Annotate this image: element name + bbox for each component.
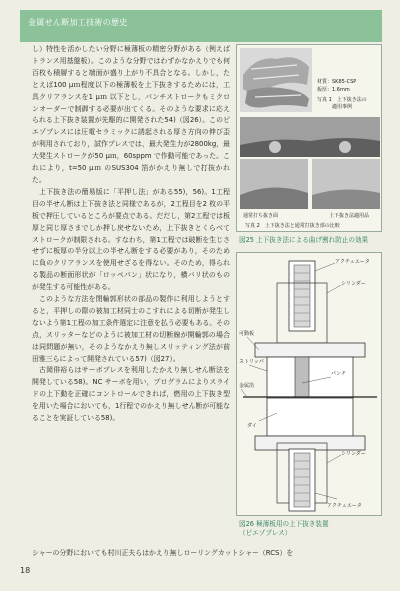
photo-2-caption: 写真 2 上下抜き法と通常打抜き部の比較 — [245, 223, 340, 229]
paragraph-4: 古岡俳裕らはサーボプレスを利用したかえり無しせん断法を開発している58)。NC サーボを用い，プログラムによりスライドの上下動を正確にコントロールできれば，燃用の上下抜き型を用いた場合においても，1行程でのかえり無しせん断が可能なることを実証している58)。 — [32, 366, 230, 423]
label-actuator-top: アクチュエータ — [335, 259, 370, 265]
running-header-title: 金属せん断加工技術の歴史 — [28, 18, 128, 27]
figure-26-diagram — [237, 253, 383, 517]
photo-2-right-label: 上下抜き法適用品 — [329, 213, 370, 219]
photo-2-top-hole-left — [269, 141, 281, 153]
final-body-line: シャーの分野においても村川正夫らはかえり無しローリングカットシャー（RCS）を — [32, 549, 294, 557]
top-actuator-core — [294, 265, 310, 327]
paragraph-2: 上下抜き法の簡易版に「平押し法」がある55)，56)。1工程目の半せん断は上下抜き法と同様であるが，2工程目を2 枚の平板で押圧しているところが要点である。だだし，第2工程では板厚と同じ厚さまでしか押し戻せないため，上下抜きとくらべてストロークが制限される。すなわち，第1工程では破断を生じさせずに板厚の半分以上の半せん断をする必要があり，そのために負のクリアランスを使用せざるを得ない。そのため，得られる製品の断面形状が「ロッペパン」状になり，横バリ状のものが発生する可能性がある。 — [32, 187, 230, 292]
page-number: 18 — [20, 566, 31, 575]
label-backing: 可動板 — [239, 331, 255, 337]
figure-26 — [236, 252, 382, 516]
figure-26-caption — [239, 520, 329, 538]
paragraph-3: このような方法を閉輪郭形状の部品の製作に利用しようとすると，平押しの際の被加工材同士のこすれによる切断が発生しないよう第1工程の加工条件選定に注意を払う必要もある。その点，スリッターなどのように被加工材の切断線が開輪郭の場合は同問題が無い，そのようなかえり無しスリッティング法が前田雅三らによって開発されている57)（図27）。 — [32, 295, 230, 363]
backing-plate — [255, 343, 365, 357]
label-metal-foil: 金属箔 — [239, 383, 255, 389]
die-block — [267, 398, 353, 436]
photo-thickness-label: 板厚：1.6mm — [317, 87, 350, 93]
stripper-block — [267, 357, 353, 397]
paragraph-1: し）特性を活かしたい分野に極薄板の精密分野がある（例えばトランス用基盤板）。このような分野ではわずかなかえりでも何百枚も積層すると端面が盛り上がり不具合となる。しかし，たとえば100 μｍ程度以下の極薄板を上下抜きするためには，工具クリアランスを1 μｍ 以下とし，パンチストロークもミクロンオーダーで制御する必要が出てくる。そのような要求に応えられる上下抜き装置が先駆的に開発された54)（図26）。このピエゾプレスには圧電セラミックに誘起される厚さ方向の伸び歪が利用されており，試作プレスでは，最大発生力が2800kg，最大発生ストロークが50 μｍ，60sppm で作動可能であった。これにより，t=50 μｍ のSUS304 箔がかえり無しで打抜かれた。 — [32, 45, 230, 184]
photo-1-caption: 写真 1 上下抜き法の — [317, 97, 367, 103]
body-text-column — [32, 44, 230, 425]
figure-26-caption-line2: （ピエゾプレス） — [239, 529, 292, 537]
label-cylinder-bottom: シリンダー — [341, 451, 366, 457]
label-punch: パンチ — [331, 371, 347, 377]
photo-material-label: 材質：SK85-CSP — [317, 79, 357, 85]
photo-2-top-hole-right — [339, 141, 351, 153]
figure-25 — [236, 44, 382, 232]
photo-2-right-edge — [312, 189, 380, 209]
figure-26-caption-line1: 図26 極薄板用の上下抜き装置 — [239, 520, 329, 528]
label-stripper: ストリッパ — [239, 359, 264, 365]
label-die: ダイ — [247, 423, 257, 429]
photo-1-caption-b: 適用事例 — [332, 104, 353, 110]
photo-2-left-label: 通常打ち抜き面 — [243, 213, 279, 219]
figure-25-caption: 図25 上下抜き法による曲げ割れ防止の効果 — [239, 236, 369, 244]
label-actuator-bottom: アクチュエータ — [327, 503, 362, 509]
label-cylinder-top: シリンダー — [341, 281, 366, 287]
punch — [295, 357, 309, 397]
figure-25-photos — [237, 45, 383, 233]
